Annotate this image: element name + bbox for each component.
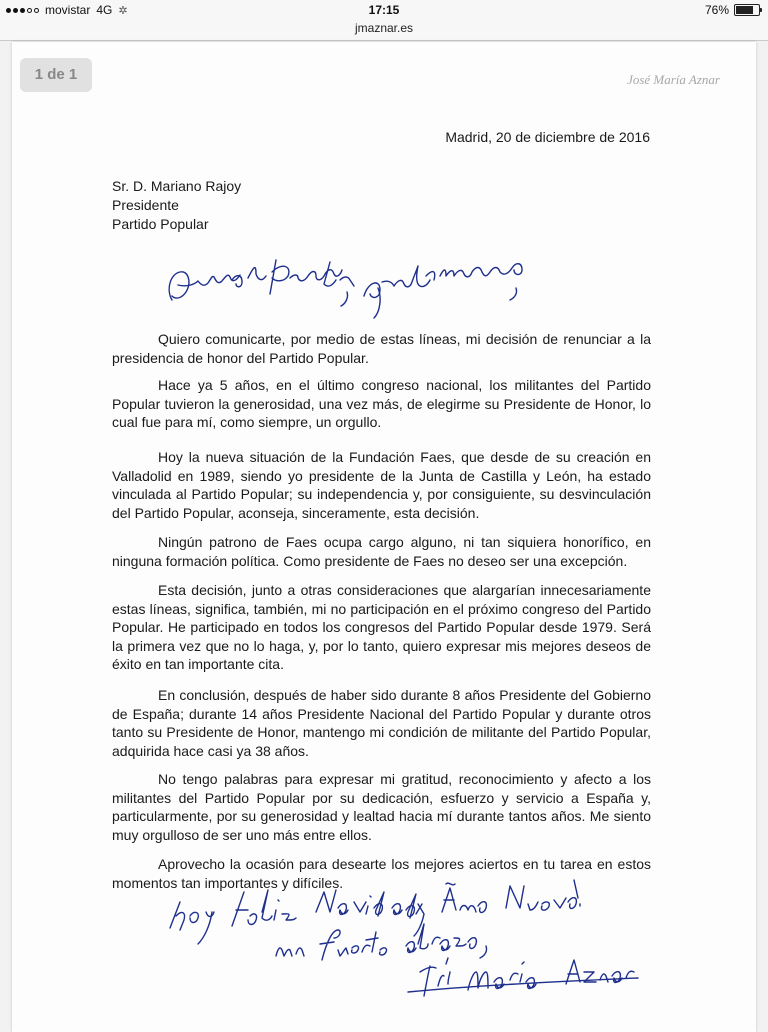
paragraph-2: Hace ya 5 años, en el último congreso nacional, los militantes del Partido Popular tuvieron la generosidad, una vez más, de elegirme su Presidente de Honor, lo cual fue para mí, como siempre, un orgullo. [112, 377, 651, 431]
paragraph-3: Hoy la nueva situación de la Fundación Faes, que desde de su creación en Valladolid en 1989, siendo yo presidente de la Junta de Castilla y León, ha estado vinculada al Partido Popular; su independencia y, por consiguiente, su desvinculación del Partido Popular, aconseja, sinceramente, esta decisión. [112, 449, 651, 521]
battery-percent: 76% [704, 3, 729, 17]
recipient-name: Sr. D. Mariano Rajoy [112, 178, 242, 194]
activity-spinner-icon: ✲ [118, 4, 128, 17]
paragraph-1: Quiero comunicarte, por medio de estas líneas, mi decisión de renunciar a la presidencia de honor del Partido Popular. [112, 331, 651, 366]
letterhead: José María Aznar [627, 72, 720, 87]
paragraph-8: Aprovecho la ocasión para desearte los mejores aciertos en tu tarea en estos momentos tan importantes y difíciles. [112, 856, 651, 891]
recipient-organization: Partido Popular [112, 216, 209, 232]
url-text[interactable]: jmaznar.es [354, 21, 414, 35]
paragraph-6: En conclusión, después de haber sido durante 8 años Presidente del Gobierno de España; durante 14 años Presidente Nacional del Partido Popular y durante otros tanto su Presidente de Honor, mantengo mi condición de militante del Partido Popular, adquirida hace casi ya 38 años. [112, 687, 651, 759]
network-label: 4G [96, 3, 113, 17]
page-indicator[interactable]: 1 de 1 [20, 58, 92, 92]
paragraph-5: Esta decisión, junto a otras consideraciones que alargarían innecesariamente estas líneas, significa, también, mi no participación en el próximo congreso del Partido Popular. He participado en todos los congresos del Partido Popular desde 1979. Será la primera vez que no lo haga, y, por lo tanto, quiero expresar mis mejores deseos de éxito en tan importante cita. [112, 582, 651, 673]
letter-date: Madrid, 20 de diciembre de 2016 [445, 129, 650, 145]
clock: 17:15 [368, 3, 400, 17]
paragraph-7: No tengo palabras para expresar mi gratitud, reconocimiento y afecto a los militantes del Partido Popular por su dedicación, esfuerzo y servicio a España y, particularmente, por su generosidad y lealtad hacia mí durante tantos años. Me siento muy orgulloso de ser uno más entre ellos. [112, 771, 651, 843]
carrier-label: movistar [45, 3, 91, 17]
recipient-title: Presidente [112, 197, 179, 213]
paragraph-4: Ningún patrono de Faes ocupa cargo alguno, ni tan siquiera honorífico, en ninguna formación política. Como presidente de Faes no deseo ser una excepción. [112, 534, 651, 569]
